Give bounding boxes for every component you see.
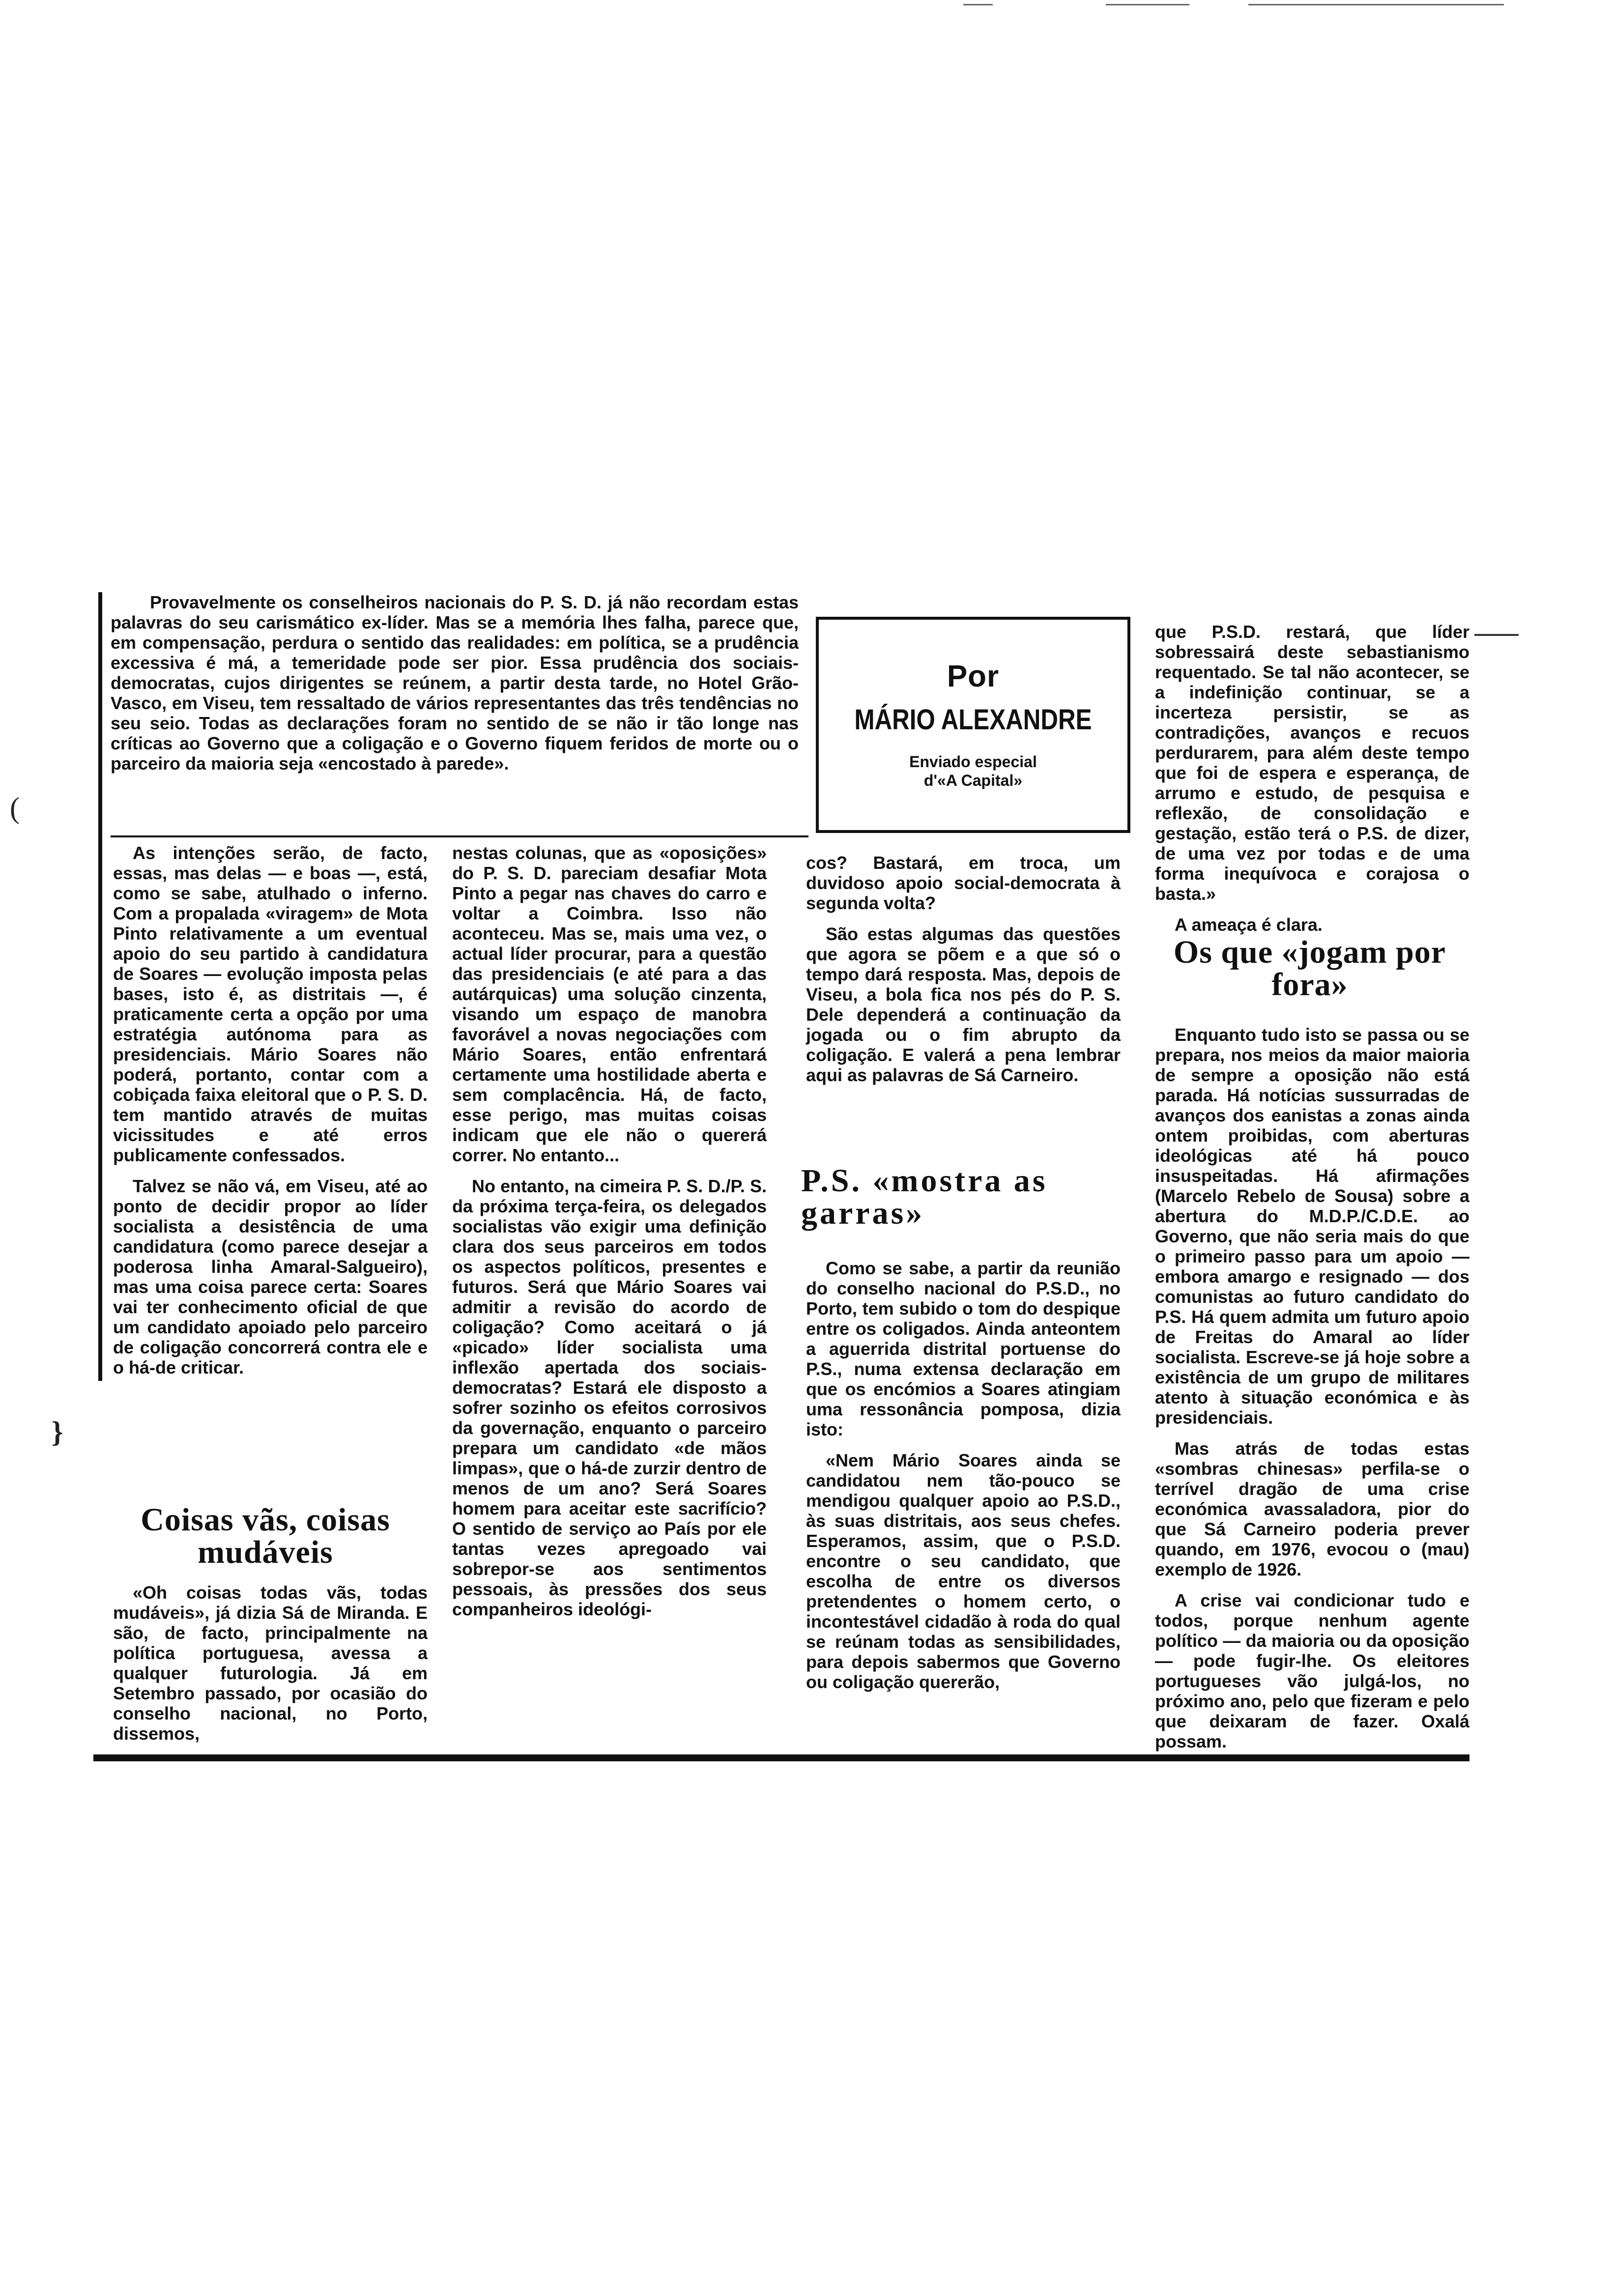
col3-paragraph-2: São estas algumas das questões que agora se põem e a que só o tempo dará resposta. Mas, depois de Viseu, a bola fica nos pés do P. S. Dele dependerá a continuação da jogada ou o fim abrupto da coligação. E valerá a pena lembrar aqui as palavras de Sá Carneiro. (806, 924, 1121, 1085)
scan-mark (963, 4, 993, 5)
column-1 (113, 843, 428, 1388)
col3-heading: P.S. «mostra as garras» (801, 1163, 1048, 1231)
col4-heading: Os que «jogam por fora» (1173, 934, 1446, 1003)
col3-paragraph-4: «Nem Mário Soares ainda se candidatou nem tão-pouco se mendigou qualquer apoio ao P.S.D., às suas distritais, aos seus chefes. Esperamos, assim, que o P.S.D. encontre o seu candidato, que escolha de entre os diversos pretendentes o homem certo, o incontestável cidadão à roda do qual se reúnam todas as sensibilidades, para depois sabermos que Governo ou coligação quererão, (806, 1450, 1121, 1692)
col1-heading: Coisas vãs, coisas mudáveis (141, 1502, 390, 1570)
column-3-b (806, 1258, 1121, 1703)
byline-por: Por (947, 660, 1000, 693)
byline-role (819, 752, 1127, 790)
bottom-rule (93, 1754, 1469, 1761)
col4-paragraph-3: Enquanto tudo isto se passa ou se prepara, nos meios da maior maioria de sempre a oposição não está parada. Há notícias sussurradas de avanços dos eanistas a zonas ainda ontem proibidas, com aberturas ideológicas até há pouco insuspeitadas. Há afirmações (Marcelo Rebelo de Sousa) sobre a abertura do M.D.P./C.D.E. ao Governo, que não seria mais do que o primeiro passo para um apoio — embora amargo e resignado — dos comunistas ao futuro candidato do P.S. Há quem admita um futuro apoio de Freitas do Amaral ao líder socialista. Escreve-se já hoje sobre a existência de um grupo de militares atento à situação económica e às presidenciais. (1155, 1025, 1469, 1428)
col3-paragraph-3: Como se sabe, a partir da reunião do conselho nacional do P.S.D., no Porto, tem subido o tom do despique entre os coligados. Ainda anteontem a aguerrida distrital portuense do P.S., numa extensa declaração em que os encómios a Soares atingiam uma ressonância pomposa, dizia isto: (806, 1258, 1121, 1439)
scan-mark (1474, 634, 1519, 636)
byline-role-line1: Enviado especial (909, 753, 1037, 771)
col2-paragraph-2: No entanto, na cimeira P. S. D./P. S. da próxima terça-feira, os delegados socialistas vão exigir uma definição clara dos seus parceiros em todos os aspectos políticos, presentes e futuros. Será que Mário Soares vai admitir a revisão do acordo de coligação? Como aceitará o já «picado» líder socialista uma inflexão apertada dos sociais-democratas? Estará ele disposto a sofrer sozinho os efeitos corrosivos da governação, enquanto o parceiro prepara um candidato «de mãos limpas», que o há-de zurzir dentro de menos de um ano? Será Soares homem para aceitar este sacrifício? O sentido de serviço ao País por ele tantas vezes apregoado vai sobrepor-se aos sentimentos pessoais, às pressões dos seus companheiros ideológi- (452, 1176, 767, 1619)
byline-role-line2: d'«A Capital» (923, 772, 1023, 789)
col1-paragraph-2: Talvez se não vá, em Viseu, até ao ponto de decidir propor ao líder socialista a desistência de uma candidatura (como parece desejar a poderosa linha Amaral-Salgueiro), mas uma coisa parece certa: Soares vai ter conhecimento oficial de que um candidato apoiado pelo parceiro de coligação concorrerá contra ele e o há-de criticar. (113, 1176, 428, 1378)
col4-paragraph-5: A crise vai condicionar tudo e todos, porque nenhum agente político — da maioria ou da oposição — pode fugir-lhe. Os eleitores portugueses vão julgá-los, no próximo ano, pelo que fizeram e pelo que deixaram de fazer. Oxalá possam. (1155, 1590, 1469, 1751)
col1-paragraph-3: «Oh coisas todas vãs, todas mudáveis», já dizia Sá de Miranda. E são, de facto, principalmente na política portuguesa, avessa a qualquer futurologia. Já em Setembro passado, por ocasião do conselho nacional, no Porto, dissemos, (113, 1582, 428, 1744)
column-4 (1155, 622, 1469, 946)
byline-author: MÁRIO ALEXANDRE (854, 704, 1092, 736)
scan-mark (1248, 4, 1504, 5)
col1-paragraph-1: As intenções serão, de facto, essas, mas delas — e boas —, está, como se sabe, atulhado o inferno. Com a propalada «viragem» de Mota Pinto relativamente a um eventual apoio do seu partido à candidatura de Soares — evolução imposta pelas bases, isto é, as distritais —, é praticamente certa a opção por uma estratégia autónoma para as presidenciais. Mário Soares não poderá, portanto, contar com a cobiçada faixa eleitoral que o P. S. D. tem mantido através de muitas vicissitudes e até erros publicamente confessados. (113, 843, 428, 1165)
lead-paragraph: Provavelmente os conselheiros nacionais do P. S. D. já não recordam estas palavras do seu carismático ex-líder. Mas se a memória lhes falha, parece que, em compensação, perdura o sentido das realidades: em política, se a prudência excessiva é má, a temeridade pode ser pior. Essa prudência dos sociais-democratas, cujos dirigentes se reúnem, a partir desta tarde, no Hotel Grão-Vasco, em Viseu, tem ressaltado de vários representantes das três tendências no seu seio. Todas as declarações foram no sentido de se não ir tão longe nas críticas ao Governo que a coligação e o Governo fiquem feridos de morte ou o parceiro da maioria seja «encostado à parede». (111, 592, 799, 774)
col4-paragraph-2: A ameaça é clara. (1175, 915, 1323, 935)
column-2 (452, 843, 767, 1630)
col4-paragraph-4: Mas atrás de todas estas «sombras chinesas» perfila-se o terrível dragão de uma crise económica avassaladora, pior do que Sá Carneiro poderia prever quando, em 1976, evocou o (mau) exemplo de 1926. (1155, 1438, 1469, 1579)
column-1-b (113, 1582, 428, 1754)
lead-rule (111, 835, 808, 837)
col4-paragraph-1: que P.S.D. restará, que líder sobressairá deste sebastianismo requentado. Se tal não acontecer, se a indefinição continuar, se a incerteza persistir, se as contradições, avanços e recuos perdurarem, para além deste tempo que foi de espera e esperança, de arrumo e estudo, de pesquisa e reflexão, de consolidação e gestação, estão terá o P.S. de dizer, de uma vez por todas e de uma forma inequívoca e corajosa o basta.» (1155, 622, 1469, 904)
column-4-b (1155, 1025, 1469, 1762)
scan-mark (1106, 4, 1189, 5)
margin-mark: } (52, 1416, 63, 1448)
byline-box (816, 617, 1130, 833)
column-3 (806, 853, 1121, 1096)
col2-paragraph-1: nestas colunas, que as «oposições» do P. S. D. pareciam desafiar Mota Pinto a pegar nas chaves do carro e voltar a Coimbra. Isso não aconteceu. Mas se, mais uma vez, o actual líder procurar, para a questão das presidenciais (e até para a das autárquicas) uma solução cinzenta, visando um espaço de manobra favorável a novas negociações com Mário Soares, então enfrentará certamente uma hostilidade aberta e sem complacência. Há, de facto, esse perigo, mas muitas coisas indicam que ele não o quererá correr. No entanto... (452, 843, 767, 1165)
frame-left-rule (98, 592, 102, 1381)
margin-mark: ( (10, 792, 20, 824)
col3-paragraph-1: cos? Bastará, em troca, um duvidoso apoio social-democrata à segunda volta? (806, 853, 1121, 913)
